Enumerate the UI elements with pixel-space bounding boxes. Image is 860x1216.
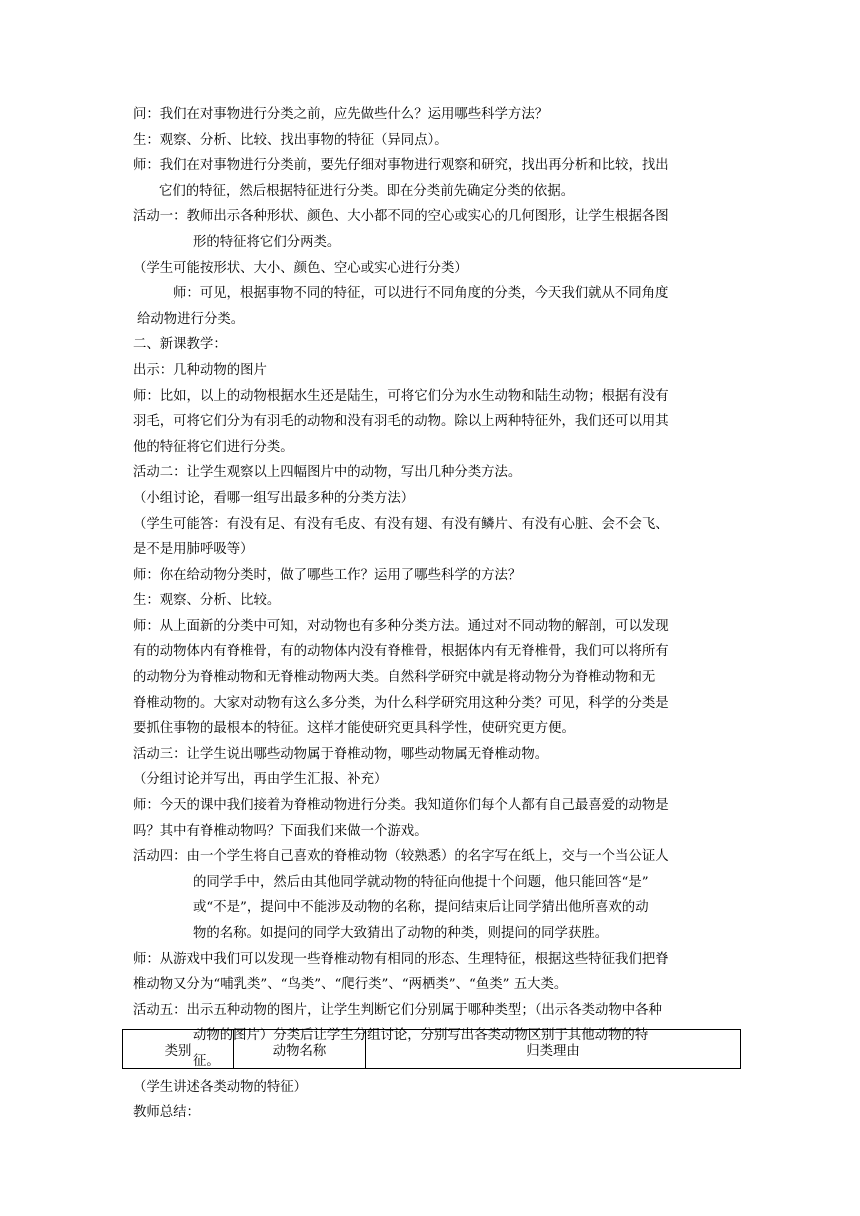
line: 活动四：由一个学生将自己喜欢的脊椎动物（较熟悉）的名字写在纸上，交与一个当公证人 bbox=[133, 849, 669, 865]
line: 给动物进行分类。 bbox=[137, 311, 245, 327]
line: 活动一：教师出示各种形状、颜色、大小都不同的空心或实心的几何图形，让学生根据各图 bbox=[133, 209, 669, 225]
line: （小组讨论，看哪一组写出最多种的分类方法） bbox=[133, 490, 415, 506]
line: 的动物分为脊椎动物和无脊椎动物两大类。自然科学研究中就是将动物分为脊椎动物和无 bbox=[133, 670, 656, 686]
line: 生：观察、分析、比较、找出事物的特征（异同点）。 bbox=[133, 132, 448, 148]
section-heading: 二、新课教学： bbox=[133, 337, 227, 353]
line: 的同学手中，然后由其他同学就动物的特征向他提十个问题，他只能回答“是” bbox=[193, 874, 649, 890]
line: 活动三：让学生说出哪些动物属于脊椎动物，哪些动物属无脊椎动物。 bbox=[133, 746, 549, 762]
line: 椎动物又分为“哺乳类”、“鸟类”、“爬行类”、“两栖类”、“鱼类” 五大类。 bbox=[133, 977, 568, 993]
line: 是不是用肺呼吸等） bbox=[133, 542, 254, 558]
line: 羽毛，可将它们分为有羽毛的动物和没有羽毛的动物。除以上两种特征外，我们还可以用其 bbox=[133, 414, 669, 430]
line: 吗？其中有脊椎动物吗？下面我们来做一个游戏。 bbox=[133, 823, 428, 839]
line: 或“不是”，提问中不能涉及动物的名称，提问结束后让同学猜出他所喜欢的动 bbox=[193, 900, 649, 916]
line: 师：从上面新的分类中可知，对动物也有多种分类方法。通过对不同动物的解剖，可以发现 bbox=[133, 618, 669, 634]
line: 师：你在给动物分类时，做了哪些工作？运用了哪些科学的方法？ bbox=[133, 567, 522, 583]
table-header-animal-name: 动物名称 bbox=[234, 1030, 366, 1068]
line: 有的动物体内有脊椎骨，有的动物体内没有脊椎骨，根据体内有无脊椎骨，我们可以将所有 bbox=[133, 644, 669, 660]
line: 师：可见，根据事物不同的特征，可以进行不同角度的分类，今天我们就从不同角度 bbox=[173, 286, 669, 302]
line: 师：我们在对事物进行分类前，要先仔细对事物进行观察和研究，找出再分析和比较，找出 bbox=[133, 158, 669, 174]
line: 动物的图片）分类后让学生分组讨论，分别写出各类动物区别于其他动物的特 bbox=[193, 1028, 649, 1044]
line: 师：从游戏中我们可以发现一些脊椎动物有相同的形态、生理特征，根据这些特征我们把脊 bbox=[133, 951, 669, 967]
line: 师：比如，以上的动物根据水生还是陆生，可将它们分为水生动物和陆生动物；根据有没有 bbox=[133, 388, 669, 404]
line: （分组讨论并写出，再由学生汇报、补充） bbox=[133, 772, 388, 788]
summary-table bbox=[122, 1029, 741, 1069]
table-header-category: 类别 bbox=[123, 1030, 234, 1068]
table-header-reason: 归类理由 bbox=[526, 1043, 580, 1059]
line: 物的名称。如提问的同学大致猜出了动物的种类，则提问的同学获胜。 bbox=[193, 926, 609, 941]
document-body bbox=[133, 102, 743, 1126]
line: 出示：几种动物的图片 bbox=[133, 362, 267, 378]
line: 师：今天的课中我们接着为脊椎动物进行分类。我知道你们每个人都有自己最喜爱的动物是 bbox=[133, 798, 669, 814]
line: 生：观察、分析、比较。 bbox=[133, 593, 281, 609]
line: 脊椎动物的。大家对动物有这么多分类，为什么科学研究用这种分类？可见，科学的分类是 bbox=[133, 695, 669, 711]
line: 教师总结： bbox=[133, 1105, 200, 1121]
line: 活动二：让学生观察以上四幅图片中的动物，写出几种分类方法。 bbox=[133, 465, 522, 481]
line: 它们的特征，然后根据特征进行分类。即在分类前先确定分类的依据。 bbox=[159, 183, 575, 199]
line: （学生可能按形状、大小、颜色、空心或实心进行分类） bbox=[133, 260, 468, 276]
line: 问：我们在对事物进行分类之前，应先做些什么？运用哪些科学方法？ bbox=[133, 107, 549, 122]
line: （学生讲述各类动物的特征） bbox=[133, 1079, 308, 1095]
line: 要抓住事物的最根本的特征。这样才能使研究更具科学性，使研究更方便。 bbox=[133, 721, 575, 737]
line: 活动五：出示五种动物的图片，让学生判断它们分别属于哪种类型；（出示各类动物中各种 bbox=[133, 1002, 662, 1018]
line: （学生可能答：有没有足、有没有毛皮、有没有翅、有没有鳞片、有没有心脏、会不会飞、 bbox=[133, 516, 669, 532]
line: 形的特征将它们分两类。 bbox=[193, 234, 341, 250]
line: 征。 bbox=[193, 1053, 220, 1069]
line: 他的特征将它们进行分类。 bbox=[133, 439, 294, 455]
